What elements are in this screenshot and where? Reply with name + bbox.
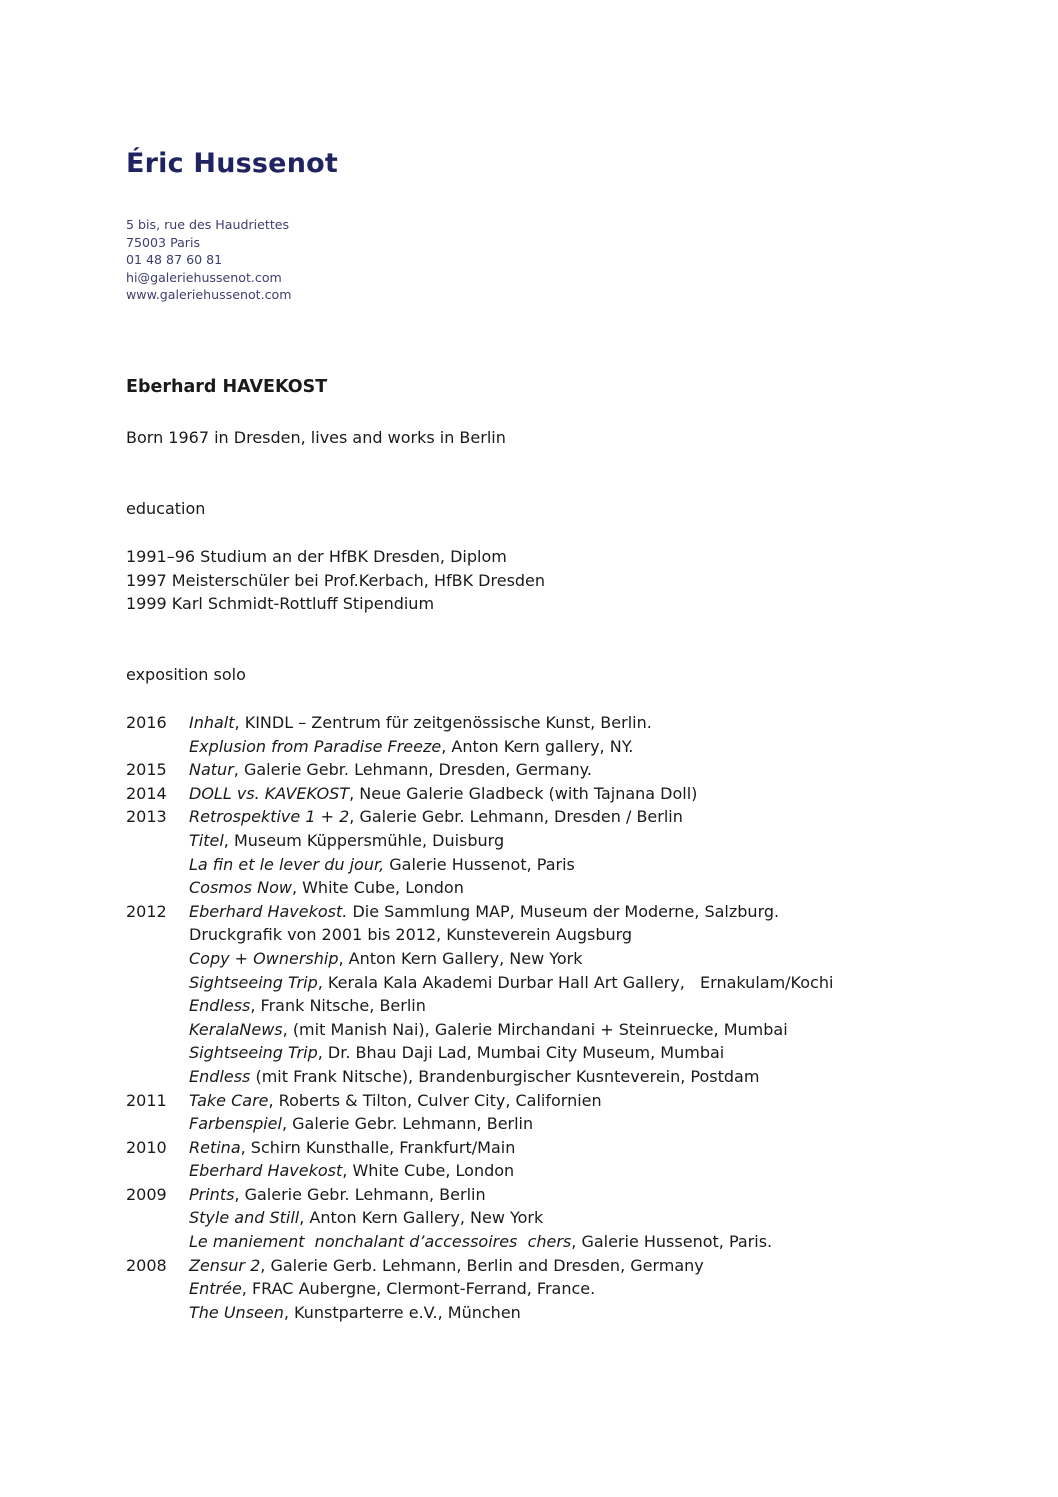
exhibition-entry xyxy=(189,829,504,853)
exhibition-entry xyxy=(189,1041,724,1065)
exhibition-venue: , White Cube, London xyxy=(291,878,464,898)
exhibition-row xyxy=(126,947,833,971)
exhibition-year xyxy=(126,829,189,853)
gallery-address xyxy=(126,216,292,304)
exhibition-venue: , Museum Küppersmühle, Duisburg xyxy=(223,830,505,850)
exhibition-year: 2016 xyxy=(126,713,167,732)
exhibition-row xyxy=(126,853,833,877)
exhibition-venue: Die Sammlung MAP, Museum der Moderne, Salzburg. xyxy=(347,901,780,921)
exhibition-year xyxy=(126,994,189,1018)
exhibition-venue: , (mit Manish Nai), Galerie Mirchandani + Steinruecke, Mumbai xyxy=(282,1019,788,1039)
exhibition-year xyxy=(126,971,189,995)
exhibition-title: Sightseeing Trip xyxy=(189,1043,318,1063)
exhibition-row xyxy=(126,1065,833,1089)
exhibition-title: Explusion from Paradise Freeze xyxy=(189,736,442,756)
exhibition-title: KeralaNews xyxy=(189,1019,283,1039)
exhibition-row xyxy=(126,971,833,995)
exhibition-year xyxy=(126,1230,189,1254)
exhibition-entry xyxy=(189,947,583,971)
exhibition-row xyxy=(126,735,833,759)
exhibition-year xyxy=(126,1065,189,1089)
exhibition-venue: , KINDL – Zentrum für zeitgenössische Kunst, Berlin. xyxy=(234,713,652,732)
exhibition-venue: , Galerie Gerb. Lehmann, Berlin and Dresden, Germany xyxy=(260,1255,704,1275)
exhibition-title: Inhalt xyxy=(189,713,235,732)
exhibition-entry xyxy=(189,1254,704,1278)
exhibition-venue: Galerie Hussenot, Paris xyxy=(384,854,575,874)
exhibition-title: Retrospektive 1 + 2 xyxy=(189,807,350,827)
exhibition-row xyxy=(126,1112,833,1136)
exhibition-year xyxy=(126,853,189,877)
exhibition-entry xyxy=(189,1230,772,1254)
exhibition-title: Retina xyxy=(189,1137,241,1157)
exhibition-row xyxy=(126,1041,833,1065)
exhibition-venue: , White Cube, London xyxy=(342,1161,515,1181)
exhibition-entry xyxy=(189,1301,521,1325)
solo-exhibitions-list xyxy=(126,711,833,1324)
exhibition-row xyxy=(126,1254,833,1278)
exhibition-row xyxy=(126,1018,833,1042)
exhibition-title: Eberhard Havekost xyxy=(189,1161,343,1181)
exhibition-year xyxy=(126,1018,189,1042)
exhibition-year xyxy=(126,923,189,947)
exhibition-year: 2011 xyxy=(126,1090,167,1110)
artist-bio: Born 1967 in Dresden, lives and works in Berlin xyxy=(126,428,506,447)
exhibition-entry xyxy=(189,994,426,1018)
exhibition-year: 2008 xyxy=(126,1255,167,1275)
exhibition-entry xyxy=(189,1159,514,1183)
exhibition-row xyxy=(126,1183,833,1207)
exhibition-entry xyxy=(189,1183,486,1207)
exhibition-row xyxy=(126,1230,833,1254)
exhibition-title: Eberhard Havekost. xyxy=(189,901,348,921)
exhibition-venue: Druckgrafik von 2001 bis 2012, Kunsteverein Augsburg xyxy=(189,925,633,945)
exhibition-venue: , Galerie Gebr. Lehmann, Dresden / Berlin xyxy=(349,807,683,827)
exhibition-year: 2012 xyxy=(126,901,167,921)
exhibition-title: The Unseen xyxy=(189,1302,284,1322)
education-item: 1999 Karl Schmidt-Rottluff Stipendium xyxy=(126,594,435,614)
exhibition-entry xyxy=(189,971,833,995)
exhibition-year xyxy=(126,1041,189,1065)
exhibition-year xyxy=(126,876,189,900)
exhibition-row xyxy=(126,805,833,829)
exhibition-row xyxy=(126,829,833,853)
exhibition-venue: , Galerie Gebr. Lehmann, Dresden, Germany. xyxy=(233,760,592,780)
exhibition-row xyxy=(126,923,833,947)
exhibition-title: Style and Still xyxy=(189,1208,300,1228)
exhibition-entry xyxy=(189,758,592,782)
education-list xyxy=(126,545,545,616)
exhibition-entry xyxy=(189,876,464,900)
solo-exhibitions-heading: exposition solo xyxy=(126,665,246,684)
education-heading: education xyxy=(126,499,206,518)
exhibition-entry xyxy=(189,1136,515,1160)
exhibition-title: Take Care xyxy=(189,1090,269,1110)
exhibition-entry xyxy=(189,1206,543,1230)
address-street: 5 bis, rue des Haudriettes xyxy=(126,217,290,232)
exhibition-entry xyxy=(189,1018,788,1042)
education-item: 1997 Meisterschüler bei Prof.Kerbach, HfBK Dresden xyxy=(126,570,546,590)
exhibition-year xyxy=(126,1159,189,1183)
exhibition-row xyxy=(126,1301,833,1325)
exhibition-venue: , Galerie Hussenot, Paris. xyxy=(571,1232,773,1252)
gallery-name: Éric Hussenot xyxy=(126,148,338,179)
exhibition-entry xyxy=(189,853,575,877)
exhibition-year: 2013 xyxy=(126,807,167,827)
exhibition-year: 2014 xyxy=(126,783,167,803)
exhibition-row xyxy=(126,1206,833,1230)
exhibition-entry xyxy=(189,805,683,829)
exhibition-row xyxy=(126,876,833,900)
exhibition-year: 2015 xyxy=(126,760,167,780)
address-email: hi@galeriehussenot.com xyxy=(126,269,282,285)
exhibition-year xyxy=(126,1206,189,1230)
exhibition-venue: , FRAC Aubergne, Clermont-Ferrand, France. xyxy=(241,1279,596,1299)
exhibition-entry xyxy=(189,900,779,924)
exhibition-venue: , Galerie Gebr. Lehmann, Berlin xyxy=(234,1184,486,1204)
exhibition-title: Copy + Ownership xyxy=(189,948,339,968)
exhibition-venue: , Neue Galerie Gladbeck (with Tajnana Doll) xyxy=(349,783,698,803)
exhibition-row xyxy=(126,900,833,924)
exhibition-year: 2010 xyxy=(126,1137,167,1157)
exhibition-entry xyxy=(189,923,632,947)
exhibition-venue: , Kerala Kala Akademi Durbar Hall Art Gallery, Ernakulam/Kochi xyxy=(317,972,834,992)
exhibition-venue: , Schirn Kunsthalle, Frankfurt/Main xyxy=(240,1137,516,1157)
exhibition-row xyxy=(126,1159,833,1183)
exhibition-title: La fin et le lever du jour, xyxy=(189,854,385,874)
exhibition-row xyxy=(126,782,833,806)
exhibition-venue: , Kunstparterre e.V., München xyxy=(283,1302,521,1322)
exhibition-entry xyxy=(189,711,652,735)
exhibition-year xyxy=(126,947,189,971)
exhibition-entry xyxy=(189,735,633,759)
exhibition-venue: , Frank Nitsche, Berlin xyxy=(250,996,426,1016)
exhibition-venue: , Anton Kern gallery, NY. xyxy=(441,736,634,756)
artist-name: Eberhard HAVEKOST xyxy=(126,377,328,397)
exhibition-entry xyxy=(189,1089,602,1113)
exhibition-title: Natur xyxy=(189,760,234,780)
exhibition-row xyxy=(126,711,833,735)
exhibition-venue: , Anton Kern Gallery, New York xyxy=(299,1208,544,1228)
exhibition-year xyxy=(126,1112,189,1136)
address-website: www.galeriehussenot.com xyxy=(126,287,292,303)
exhibition-venue: , Anton Kern Gallery, New York xyxy=(338,948,583,968)
exhibition-title: Titel xyxy=(189,830,224,850)
exhibition-title: Sightseeing Trip xyxy=(189,972,318,992)
exhibition-entry xyxy=(189,1065,759,1089)
exhibition-title: Zensur 2 xyxy=(189,1255,261,1275)
exhibition-venue: , Dr. Bhau Daji Lad, Mumbai City Museum, Mumbai xyxy=(317,1043,725,1063)
exhibition-row xyxy=(126,994,833,1018)
exhibition-title: Endless xyxy=(189,1066,251,1086)
exhibition-entry xyxy=(189,1112,533,1136)
exhibition-title: Le maniement nonchalant d’accessoires chers xyxy=(189,1232,572,1252)
exhibition-entry xyxy=(189,782,697,806)
exhibition-venue: , Roberts & Tilton, Culver City, Californien xyxy=(268,1090,602,1110)
exhibition-row xyxy=(126,1089,833,1113)
exhibition-title: Prints xyxy=(189,1184,235,1204)
exhibition-row xyxy=(126,758,833,782)
exhibition-title: DOLL vs. KAVEKOST xyxy=(189,783,350,803)
exhibition-year xyxy=(126,1301,189,1325)
exhibition-year xyxy=(126,735,189,759)
exhibition-title: Farbenspiel xyxy=(189,1114,282,1134)
education-item: 1991–96 Studium an der HfBK Dresden, Diplom xyxy=(126,547,507,566)
exhibition-title: Cosmos Now xyxy=(189,878,292,898)
exhibition-year: 2009 xyxy=(126,1184,167,1204)
exhibition-venue: , Galerie Gebr. Lehmann, Berlin xyxy=(281,1114,534,1134)
address-phone: 01 48 87 60 81 xyxy=(126,252,223,268)
exhibition-venue: (mit Frank Nitsche), Brandenburgischer Kusnteverein, Postdam xyxy=(250,1066,760,1086)
exhibition-entry xyxy=(189,1277,595,1301)
exhibition-row xyxy=(126,1136,833,1160)
exhibition-year xyxy=(126,1277,189,1301)
exhibition-row xyxy=(126,1277,833,1301)
exhibition-title: Endless xyxy=(189,996,251,1016)
address-city: 75003 Paris xyxy=(126,234,201,250)
exhibition-title: Entrée xyxy=(189,1279,242,1299)
